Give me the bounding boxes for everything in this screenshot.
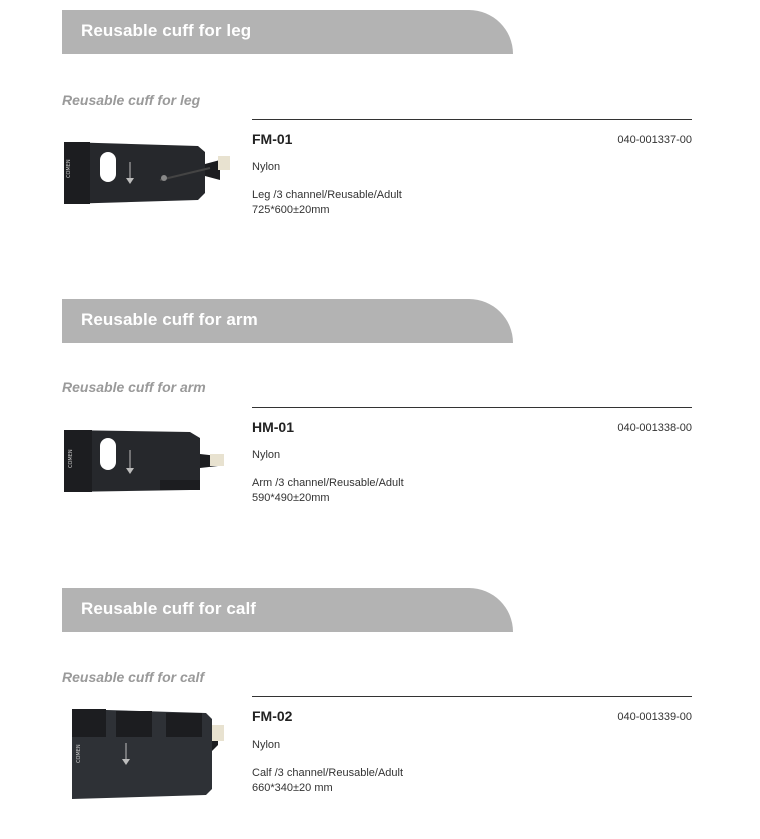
material-text: Nylon [252, 161, 281, 173]
banner-title: Reusable cuff for leg [81, 21, 252, 40]
divider-rule [252, 407, 692, 408]
product-subtitle: Reusable cuff for leg [62, 92, 201, 108]
description-line-1: Arm /3 channel/Reusable/Adult [252, 477, 404, 489]
model-number: FM-02 [252, 708, 293, 724]
section-banner [62, 10, 513, 54]
description-line-2: 725*600±20mm [252, 204, 330, 216]
product-subtitle: Reusable cuff for calf [62, 669, 205, 685]
section-banner [62, 299, 513, 343]
arm-cuff-image [60, 426, 235, 496]
calf-cuff-image [66, 703, 226, 803]
description-line-2: 590*490±20mm [252, 492, 330, 504]
banner-title: Reusable cuff for arm [81, 310, 258, 329]
description-line-2: 660*340±20 mm [252, 782, 333, 794]
section-banner [62, 588, 513, 632]
material-text: Nylon [252, 739, 281, 751]
model-number: HM-01 [252, 419, 295, 435]
material-text: Nylon [252, 449, 281, 461]
svg-text:COMEN: COMEN [76, 744, 82, 763]
description-line-1: Calf /3 channel/Reusable/Adult [252, 767, 404, 779]
part-code: 040-001337-00 [617, 134, 692, 146]
description-line-1: Leg /3 channel/Reusable/Adult [252, 189, 402, 201]
leg-cuff-image [60, 138, 235, 208]
product-subtitle: Reusable cuff for arm [62, 379, 206, 395]
banner-title: Reusable cuff for calf [81, 599, 257, 618]
divider-rule [252, 696, 692, 697]
model-number: FM-01 [252, 131, 293, 147]
divider-rule [252, 119, 692, 120]
part-code: 040-001339-00 [617, 711, 692, 723]
svg-text:COMEN: COMEN [66, 159, 72, 178]
svg-text:COMEN: COMEN [68, 449, 74, 468]
part-code: 040-001338-00 [617, 422, 692, 434]
